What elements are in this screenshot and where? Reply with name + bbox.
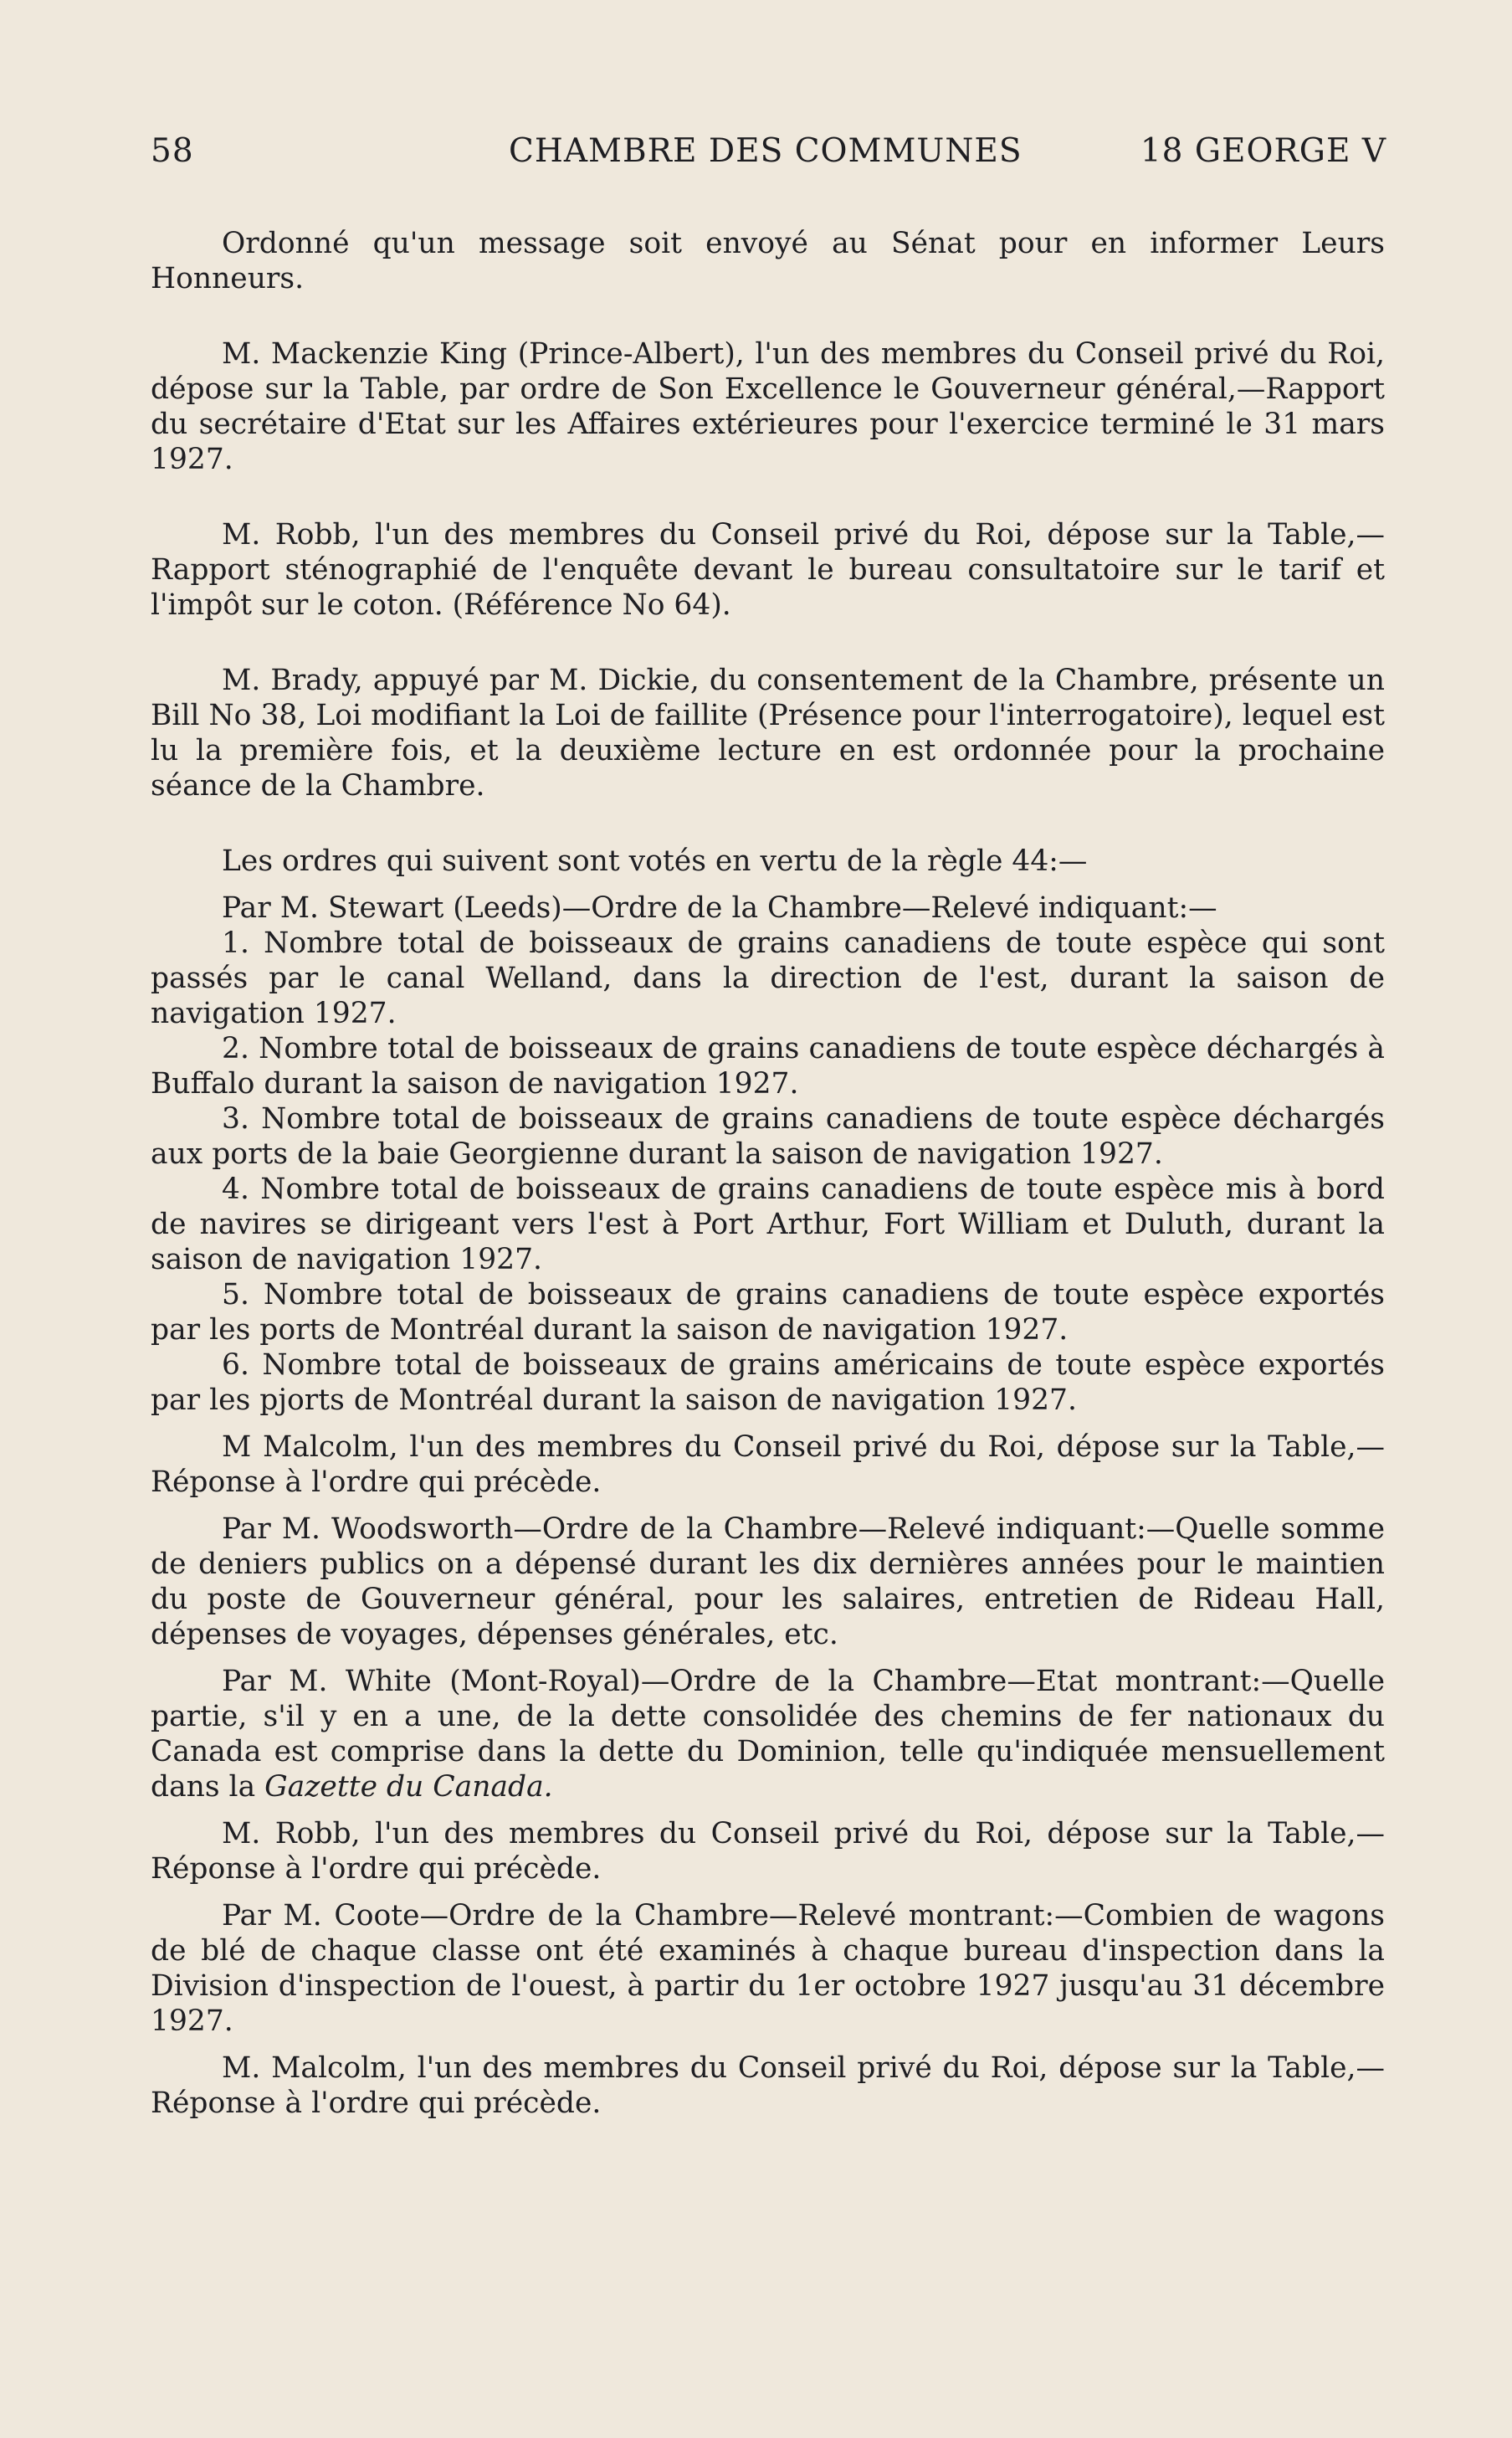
paragraph-white-ordre <box>151 1664 1385 1804</box>
paragraph-message-senat: Ordonné qu'un message soit envoyé au Sénat pour en informer Leurs Honneurs. <box>151 227 1385 295</box>
paragraph-stewart-ordre: Par M. Stewart (Leeds)—Ordre de la Chambre—Relevé indiquant:— <box>222 891 1217 925</box>
paragraph-coote-ordre: Par M. Coote—Ordre de la Chambre—Relevé montrant:—Combien de wagons de blé de chaque classe ont été examinés à chaque bureau d'inspection dans la Division d'inspection de l'ouest, à partir du 1er octobre 1927 jusqu'au 31 décembre 1927. <box>151 1899 1385 2038</box>
paragraph-ordres-regle: Les ordres qui suivent sont votés en vertu de la règle 44:— <box>222 844 1088 878</box>
paragraph-malcolm-reponse: M Malcolm, l'un des membres du Conseil privé du Roi, dépose sur la Table,—Réponse à l'ordre qui précède. <box>151 1430 1385 1499</box>
paragraph-malcolm-reponse-2: M. Malcolm, l'un des membres du Conseil privé du Roi, dépose sur la Table,—Réponse à l'ordre qui précède. <box>151 2051 1385 2120</box>
paragraph-robb-reponse: M. Robb, l'un des membres du Conseil privé du Roi, dépose sur la Table,—Réponse à l'ordre qui précède. <box>151 1817 1385 1886</box>
paragraph-brady-bill: M. Brady, appuyé par M. Dickie, du consentement de la Chambre, présente un Bill No 38, Loi modifiant la Loi de faillite (Présence pour l'interrogatoire), lequel est lu la première fois, et la deuxième lecture en est ordonnée pour la prochaine séance de la Chambre. <box>151 664 1385 803</box>
paragraph-mackenzie-king: M. Mackenzie King (Prince-Albert), l'un des membres du Conseil privé du Roi, dépose sur la Table, par ordre de Son Excellence le Gouverneur général,—Rapport du secrétaire d'Etat sur les Affaires extérieures pour l'exercice terminé le 31 mars 1927. <box>151 337 1385 476</box>
running-title: CHAMBRE DES COMMUNES <box>509 132 1023 170</box>
numbered-list <box>151 926 1385 1418</box>
regnal-year: 18 GEORGE V <box>1140 132 1386 170</box>
white-ordre-text: Par M. White (Mont-Royal)—Ordre de la Chambre—Etat montrant:—Quelle partie, s'il y en a une, de la dette consolidée des chemins de fer nationaux du Canada est comprise dans la dette du Dominion, telle qu'indiquée mensuellement dans la <box>151 1665 1385 1804</box>
list-item: 4. Nombre total de boisseaux de grains canadiens de toute espèce mis à bord de navires se dirigeant vers l'est à Port Arthur, Fort William et Duluth, durant la saison de navigation 1927. <box>151 1173 1385 1276</box>
list-item: 5. Nombre total de boisseaux de grains canadiens de toute espèce exportés par les ports de Montréal durant la saison de navigation 1927. <box>151 1278 1385 1347</box>
list-item: 1. Nombre total de boisseaux de grains canadiens de toute espèce qui sont passés par le canal Welland, dans la direction de l'est, durant la saison de navigation 1927. <box>151 926 1385 1030</box>
page-header <box>151 132 1386 174</box>
list-item: 6. Nombre total de boisseaux de grains américains de toute espèce exportés par les pjorts de Montréal durant la saison de navigation 1927. <box>151 1348 1385 1417</box>
page-body <box>151 226 1385 2121</box>
list-item: 3. Nombre total de boisseaux de grains canadiens de toute espèce déchargés aux ports de la baie Georgienne durant la saison de navigation 1927. <box>151 1102 1385 1171</box>
page-number: 58 <box>151 132 194 170</box>
gazette-title: Gazette du Canada. <box>264 1770 553 1804</box>
paragraph-woodsworth-ordre: Par M. Woodsworth—Ordre de la Chambre—Relevé indiquant:—Quelle somme de deniers publics on a dépensé durant les dix dernières années pour le maintien du poste de Gouverneur général, pour les salaires, entretien de Rideau Hall, dépenses de voyages, dépenses générales, etc. <box>151 1512 1385 1651</box>
paragraph-robb-rapport: M. Robb, l'un des membres du Conseil privé du Roi, dépose sur la Table,—Rapport sténographié de l'enquête devant le bureau consultatoire sur le tarif et l'impôt sur le coton. (Référence No 64). <box>151 518 1385 622</box>
list-item: 2. Nombre total de boisseaux de grains canadiens de toute espèce déchargés à Buffalo durant la saison de navigation 1927. <box>151 1032 1385 1101</box>
